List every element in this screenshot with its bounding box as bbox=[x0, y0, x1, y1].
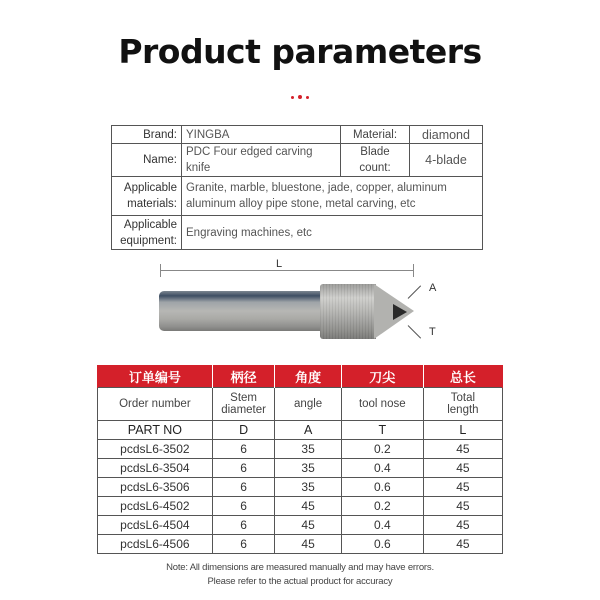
blade-count-value: 4-blade bbox=[410, 144, 483, 177]
brand-label: Brand: bbox=[112, 126, 182, 144]
stem-diameter: 6 bbox=[212, 459, 275, 478]
code-t: T bbox=[341, 421, 423, 440]
materials-label-line2: materials: bbox=[127, 198, 177, 210]
part-number: pcdsL6-3502 bbox=[98, 440, 213, 459]
part-number: pcdsL6-4504 bbox=[98, 516, 213, 535]
spec-row-brand bbox=[112, 126, 483, 144]
header-row-cn bbox=[98, 365, 503, 388]
header-text: Order number bbox=[119, 398, 191, 410]
angle: 35 bbox=[275, 459, 341, 478]
part-number: pcdsL6-4506 bbox=[98, 535, 213, 554]
header-text: angle bbox=[294, 398, 323, 410]
dot-icon bbox=[298, 95, 302, 99]
stem-diameter: 6 bbox=[212, 516, 275, 535]
total-length: 45 bbox=[423, 459, 502, 478]
tool-nose: 0.2 bbox=[341, 497, 423, 516]
total-length: 45 bbox=[423, 535, 502, 554]
materials-value-line2: aluminum alloy pipe stone, metal carving, etc bbox=[186, 198, 416, 210]
angle: 45 bbox=[275, 535, 341, 554]
code-part-no: PART NO bbox=[98, 421, 213, 440]
materials-value-line1: Granite, marble, bluestone, jade, copper, aluminum bbox=[186, 182, 447, 194]
part-number: pcdsL6-3504 bbox=[98, 459, 213, 478]
tool-nose: 0.4 bbox=[341, 516, 423, 535]
tool-nose: 0.2 bbox=[341, 440, 423, 459]
knife-tip bbox=[393, 304, 407, 320]
table-row bbox=[98, 497, 503, 516]
dot-icon bbox=[291, 96, 294, 99]
length-dimension-line bbox=[161, 270, 413, 271]
angle: 45 bbox=[275, 497, 341, 516]
header-tool-nose-en bbox=[341, 388, 423, 421]
angle-label: A bbox=[429, 282, 437, 294]
header-text: diameter bbox=[221, 404, 266, 416]
brand-value: YINGBA bbox=[182, 126, 341, 144]
equipment-label bbox=[112, 216, 182, 250]
angle: 35 bbox=[275, 440, 341, 459]
name-label: Name: bbox=[112, 144, 182, 177]
page-title: Product parameters bbox=[118, 32, 482, 71]
total-length: 45 bbox=[423, 497, 502, 516]
material-label: Material: bbox=[341, 126, 410, 144]
code-a: A bbox=[275, 421, 341, 440]
length-label: L bbox=[276, 258, 283, 270]
table-row bbox=[98, 535, 503, 554]
header-angle-en bbox=[275, 388, 341, 421]
stem-diameter: 6 bbox=[212, 535, 275, 554]
decorative-dots bbox=[0, 95, 600, 99]
dimension-tick-right bbox=[413, 264, 414, 277]
header-text: Stem bbox=[230, 392, 258, 404]
stem-diameter: 6 bbox=[212, 440, 275, 459]
part-number: pcdsL6-3506 bbox=[98, 478, 213, 497]
code-row bbox=[98, 421, 503, 440]
table-row bbox=[98, 459, 503, 478]
angle: 35 bbox=[275, 478, 341, 497]
header-row-en bbox=[98, 388, 503, 421]
code-d: D bbox=[212, 421, 275, 440]
total-length: 45 bbox=[423, 516, 502, 535]
dot-icon bbox=[306, 96, 309, 99]
header-total-length-cn: 总长 bbox=[423, 365, 502, 388]
stem-diameter: 6 bbox=[212, 497, 275, 516]
materials-value bbox=[182, 177, 483, 216]
tool-nose: 0.6 bbox=[341, 478, 423, 497]
table-row bbox=[98, 478, 503, 497]
header-stem-diameter-en bbox=[212, 388, 275, 421]
note-line-2: Please refer to the actual product for accuracy bbox=[207, 576, 393, 587]
tip-label: T bbox=[429, 326, 436, 338]
header-text: Total bbox=[450, 392, 476, 404]
header-stem-diameter-cn: 柄径 bbox=[212, 365, 275, 388]
table-row bbox=[98, 516, 503, 535]
material-value: diamond bbox=[410, 126, 483, 144]
equipment-label-line2: equipment: bbox=[120, 234, 177, 247]
header-order-number-cn: 订单编号 bbox=[98, 365, 213, 388]
equipment-value: Engraving machines, etc bbox=[182, 216, 483, 250]
tool-nose: 0.6 bbox=[341, 535, 423, 554]
materials-label bbox=[112, 177, 182, 216]
header-angle-cn: 角度 bbox=[275, 365, 341, 388]
name-value: PDC Four edged carving knife bbox=[182, 144, 341, 177]
note-line-1: Note: All dimensions are measured manually and may have errors. bbox=[166, 562, 434, 573]
header-tool-nose-cn: 刀尖 bbox=[341, 365, 423, 388]
knife-shank bbox=[159, 291, 321, 331]
header-order-number-en bbox=[98, 388, 213, 421]
part-number: pcdsL6-4502 bbox=[98, 497, 213, 516]
code-l: L bbox=[423, 421, 502, 440]
total-length: 45 bbox=[423, 478, 502, 497]
angle: 45 bbox=[275, 516, 341, 535]
table-row bbox=[98, 440, 503, 459]
stem-diameter: 6 bbox=[212, 478, 275, 497]
equipment-label-line1: Applicable bbox=[123, 218, 177, 231]
header-text: length bbox=[447, 404, 479, 416]
materials-label-line1: Applicable bbox=[123, 182, 177, 194]
knife-head bbox=[320, 284, 376, 339]
knife-diagram bbox=[150, 255, 450, 355]
header-total-length-en bbox=[423, 388, 502, 421]
order-table bbox=[97, 365, 503, 554]
spec-row-materials bbox=[112, 177, 483, 216]
tool-nose: 0.4 bbox=[341, 459, 423, 478]
header-text: tool nose bbox=[358, 398, 406, 410]
spec-row-name bbox=[112, 144, 483, 177]
spec-row-equipment bbox=[112, 216, 483, 250]
total-length: 45 bbox=[423, 440, 502, 459]
spec-table bbox=[111, 125, 483, 250]
blade-count-label: Blade count: bbox=[341, 144, 410, 177]
